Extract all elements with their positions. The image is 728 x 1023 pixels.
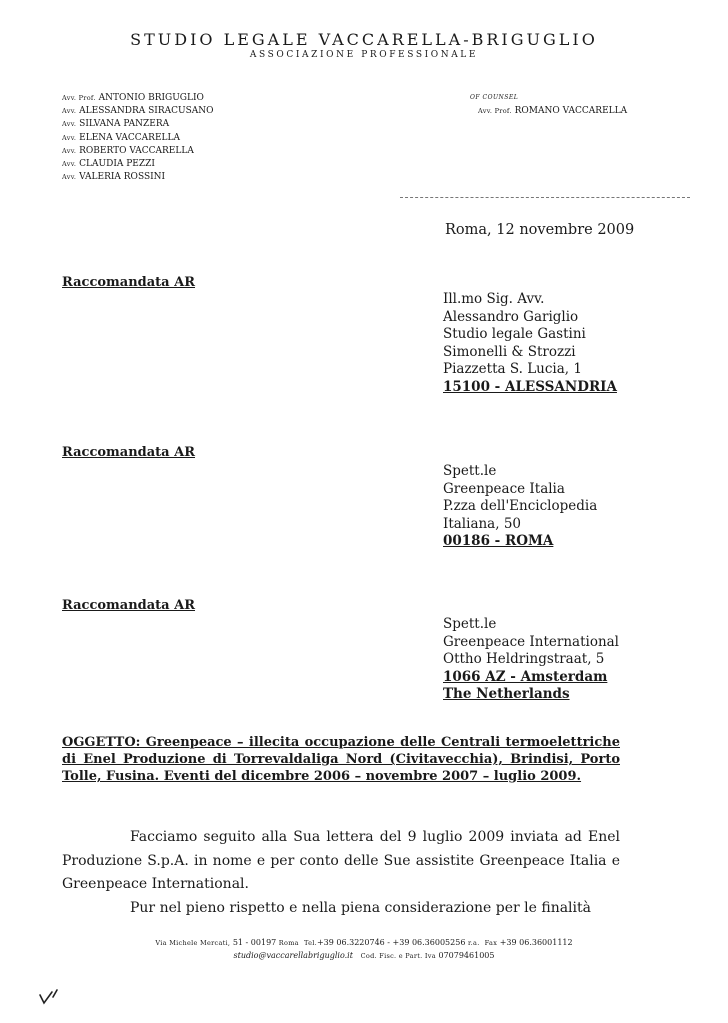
recipient-address	[443, 463, 597, 551]
address-line: Spett.le	[443, 616, 497, 632]
lawyer-entry	[62, 145, 214, 158]
address-postal-code: 00186 - ROMA	[443, 533, 554, 549]
address-line: Spett.le	[443, 463, 497, 479]
address-postal-code: 1066 AZ - Amsterdam	[443, 668, 608, 685]
footer-tel-label: Tel.	[303, 939, 317, 947]
letter-date: Roma, 12 novembre 2009	[445, 222, 635, 238]
lawyer-entry	[62, 132, 214, 145]
address-line: Greenpeace Italia	[443, 480, 565, 497]
footer-legal	[0, 951, 728, 960]
address-country: The Netherlands	[443, 686, 570, 702]
registered-mail-label: Raccomandata AR	[62, 598, 196, 613]
footer-tel: +39 06.3220746 - +39 06.36005256	[316, 938, 466, 947]
lawyer-entry	[62, 92, 214, 105]
recipient-address	[443, 291, 617, 396]
lawyer-entry	[62, 105, 214, 118]
footer-ra: r.a.	[467, 939, 480, 947]
lawyer-entry	[62, 171, 214, 184]
lawyer-name: VALERIA ROSSINI	[79, 172, 166, 183]
footer-email: studio@vaccarellabriguglio.it	[233, 951, 353, 960]
address-line: Alessandro Gariglio	[443, 308, 579, 325]
registered-mail-label: Raccomandata AR	[62, 445, 196, 460]
lawyer-title: Avv.	[62, 120, 77, 129]
lawyer-name: ELENA VACCARELLA	[79, 132, 180, 143]
lawyer-name: ANTONIO BRIGUGLIO	[98, 93, 204, 103]
lawyer-entry	[62, 118, 214, 131]
lawyer-name: CLAUDIA PEZZI	[79, 159, 155, 170]
lawyer-name: SILVANA PANZERA	[79, 119, 170, 130]
of-counsel-entry	[478, 106, 627, 116]
registered-mail-label: Raccomandata AR	[62, 275, 196, 290]
address-line: Ill.mo Sig. Avv.	[443, 291, 545, 307]
footer-tax-label: Cod. Fisc. e Part. Iva	[360, 952, 436, 960]
address-line: Studio legale Gastini	[443, 326, 586, 342]
address-line: Italiana, 50	[443, 515, 521, 532]
body-paragraph: Facciamo seguito alla Sua lettera del 9 luglio 2009 inviata ad Enel Produzione S.p.A. in nome e per conto delle Sue assistite Greenpeace Italia e Greenpeace International.	[62, 829, 620, 892]
letter-subject: OGGETTO: Greenpeace – illecita occupazione delle Centrali termoelettriche di Enel Produzione di Torrevaldaliga Nord (Civitavecchia), Brindisi, Porto Tolle, Fusina. Eventi del dicembre 2006 – novembre 2007 – luglio 2009.	[62, 735, 620, 784]
body-paragraph: Pur nel pieno rispetto e nella piena considerazione per le finalità	[130, 899, 591, 916]
footer-address: 51 - 00197	[232, 938, 277, 947]
of-counsel-name: ROMANO VACCARELLA	[514, 106, 628, 116]
footer-fax: +39 06.36001112	[499, 938, 573, 947]
footer-city: Roma	[278, 939, 299, 947]
lawyers-list	[62, 92, 214, 184]
footer-contacts	[0, 938, 728, 947]
handwritten-check-icon	[38, 988, 68, 1006]
recipient-address	[443, 616, 619, 704]
firm-subtitle: ASSOCIAZIONE PROFESSIONALE	[249, 50, 479, 60]
of-counsel-label: OF COUNSEL	[470, 94, 519, 101]
address-line: P.zza dell'Enciclopedia	[443, 498, 598, 514]
lawyer-name: ALESSANDRA SIRACUSANO	[79, 106, 214, 117]
firm-name: STUDIO LEGALE VACCARELLA-BRIGUGLIO	[130, 30, 598, 49]
lawyer-title: Avv.	[62, 173, 77, 182]
address-line: Greenpeace International	[443, 633, 620, 650]
footer-fax-label: Fax	[484, 939, 498, 947]
lawyer-title: Avv.	[62, 160, 77, 169]
lawyer-title: Avv.	[62, 133, 77, 142]
lawyer-title: Avv. Prof.	[62, 94, 96, 102]
address-postal-code: 15100 - ALESSANDRIA	[443, 378, 617, 395]
footer-tax: 07079461005	[438, 951, 495, 960]
address-line: Ottho Heldringstraat, 5	[443, 651, 605, 667]
address-line: Piazzetta S. Lucia, 1	[443, 361, 582, 377]
header-divider	[400, 197, 690, 198]
lawyer-entry	[62, 158, 214, 171]
lawyer-name: ROBERTO VACCARELLA	[79, 145, 194, 156]
footer-via-label: Via Michele Mercati,	[155, 939, 231, 947]
lawyer-title: Avv.	[62, 107, 77, 116]
lawyer-title: Avv.	[62, 146, 77, 155]
of-counsel-title: Avv. Prof.	[478, 107, 512, 115]
letter-body	[62, 826, 620, 920]
address-line: Simonelli & Strozzi	[443, 343, 576, 360]
